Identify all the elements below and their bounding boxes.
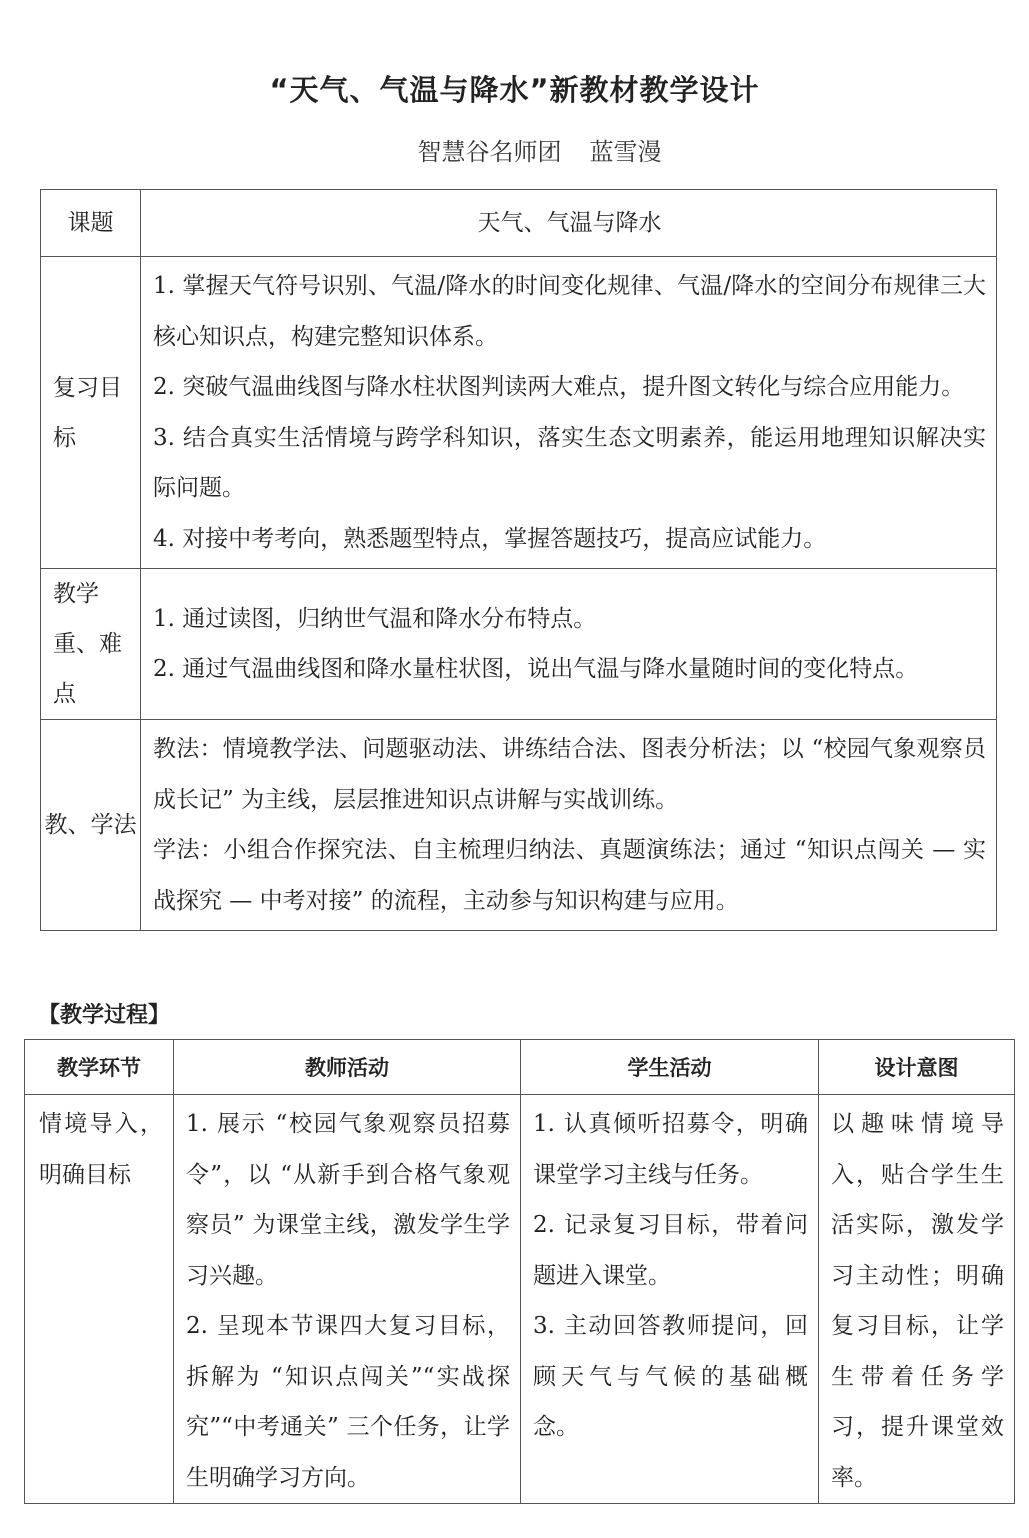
intent-cell: 以趣味情境导入，贴合学生生活实际，激发学习主动性；明确复习目标，让学生带着任务学习，提升课堂效率。 [819,1095,1015,1504]
goal-item: 3. 结合真实生活情境与跨学科知识，落实生态文明素养，能运用地理知识解决实际问题。 [153,424,986,501]
topic-value: 天气、气温与降水 [141,190,997,257]
process-section-label: 【教学过程】 [38,1003,171,1028]
lesson-info-table [40,189,997,931]
goals-label: 复习目标 [41,257,141,569]
focus-label: 教学重、难点 [41,569,141,720]
method-item: 教法：情境教学法、问题驱动法、讲练结合法、图表分析法；以 “校园气象观察员成长记” 为主线，层层推进知识点讲解与实战训练。 [153,736,986,813]
teacher-cell [174,1095,521,1504]
goal-item: 1. 掌握天气符号识别、气温/降水的时间变化规律、气温/降水的空间分布规律三大核心知识点，构建完整知识体系。 [153,273,986,350]
goals-cell [141,257,997,569]
goal-item: 4. 对接中考考向，熟悉题型特点，掌握答题技巧，提高应试能力。 [153,525,827,552]
author-line [0,132,1029,167]
teacher-item: 1. 展示 “校园气象观察员招募令”，以 “从新手到合格气象观察员” 为课堂主线，激发学生学习兴趣。 [186,1111,510,1289]
header-teacher: 教师活动 [174,1040,521,1095]
methods-row [41,720,997,931]
methods-cell [141,720,997,931]
stage-cell: 情境导入，明确目标 [25,1095,174,1504]
author-name: 蓝雪漫 [589,138,662,166]
methods-label: 教、学法 [41,720,141,931]
process-row [25,1095,1015,1504]
goal-item: 2. 突破气温曲线图与降水柱状图判读两大难点，提升图文转化与综合应用能力。 [153,374,965,400]
process-header-row [25,1040,1015,1095]
author-org: 智慧谷名师团 [417,138,562,166]
focus-row [41,569,997,720]
student-cell [521,1095,819,1504]
student-item: 1. 认真倾听招募令，明确课堂学习主线与任务。 [533,1111,808,1188]
document-title: “天气、气温与降水”新教材教学设计 [269,73,760,107]
header-student: 学生活动 [521,1040,819,1095]
header-stage: 教学环节 [25,1040,174,1095]
topic-row [41,190,997,257]
goals-row [41,257,997,569]
student-item: 3. 主动回答教师提问，回顾天气与气候的基础概念。 [533,1313,808,1440]
topic-label: 课题 [41,190,141,257]
student-item: 2. 记录复习目标，带着问题进入课堂。 [533,1212,808,1289]
focus-item: 1. 通过读图，归纳世气温和降水分布特点。 [153,605,597,632]
focus-cell [141,569,997,720]
focus-item: 2. 通过气温曲线图和降水量柱状图，说出气温与降水量随时间的变化特点。 [153,656,919,682]
method-item: 学法：小组合作探究法、自主梳理归纳法、真题演练法；通过 “知识点闯关 — 实战探究 — 中考对接” 的流程，主动参与知识构建与应用。 [153,837,986,914]
teaching-process-table [24,1039,1015,1504]
header-intent: 设计意图 [819,1040,1015,1095]
teacher-item: 2. 呈现本节课四大复习目标，拆解为 “知识点闯关”“实战探究”“中考通关” 三个任务，让学生明确学习方向。 [186,1313,510,1491]
